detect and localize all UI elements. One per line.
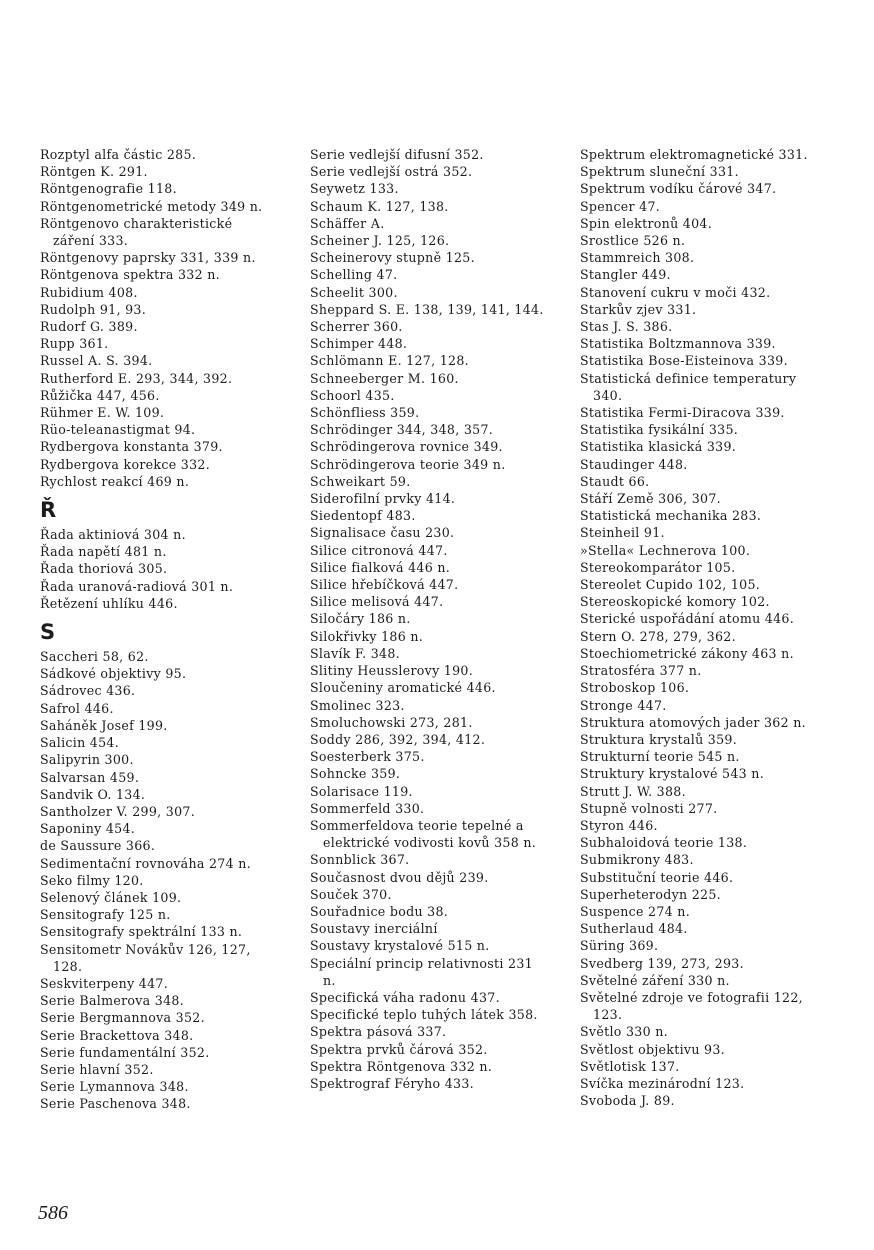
index-entry: Svíčka mezinárodní 123. xyxy=(580,1075,745,1091)
index-entry: Sommerfeldova teorie tepelné a elektrické vodivosti kovů 358 n. xyxy=(310,817,537,851)
index-entry: Růžička 447, 456. xyxy=(40,387,160,403)
index-entry: Serie vedlejší ostrá 352. xyxy=(310,164,473,180)
index-entry: Specifická váha radonu 437. xyxy=(310,989,500,1005)
index-entry: Řetězení uhlíku 446. xyxy=(40,595,178,611)
index-entry: Sohncke 359. xyxy=(310,766,401,782)
index-entry: Schäffer A. xyxy=(310,215,385,231)
index-entry: Stoechiometrické zákony 463 n. xyxy=(580,645,794,661)
section-letter: Ř xyxy=(40,498,57,523)
index-entry: Styron 446. xyxy=(580,817,658,833)
page-number: 586 xyxy=(38,1202,68,1224)
index-entry: Rudorf G. 389. xyxy=(40,319,138,335)
index-entry: Rutherford E. 293, 344, 392. xyxy=(40,370,233,386)
index-entry: Sommerfeld 330. xyxy=(310,800,425,816)
index-entry: Silice citronová 447. xyxy=(310,542,448,558)
index-entry: Stupně volnosti 277. xyxy=(580,800,718,816)
index-entry: Stereoskopické komory 102. xyxy=(580,594,770,610)
index-entry: Struktury krystalové 543 n. xyxy=(580,766,764,782)
index-entry: Světelné záření 330 n. xyxy=(580,972,730,988)
index-entry: Stereokomparátor 105. xyxy=(580,559,736,575)
index-entry: Silice melisová 447. xyxy=(310,594,444,610)
index-entry: Schrödingerova rovnice 349. xyxy=(310,439,503,455)
index-entry: Statistická mechanika 283. xyxy=(580,508,762,524)
index-entry: Schönfliess 359. xyxy=(310,405,420,421)
index-entry: Saccheri 58, 62. xyxy=(40,649,149,665)
index-entry: Schrödinger 344, 348, 357. xyxy=(310,422,494,438)
index-entry: Rydbergova konstanta 379. xyxy=(40,439,223,455)
index-entry: Stroboskop 106. xyxy=(580,680,690,696)
index-entry: Světlotisk 137. xyxy=(580,1058,680,1074)
index-entry: Serie fundamentální 352. xyxy=(40,1044,210,1060)
index-entry: Serie Lymannova 348. xyxy=(40,1079,189,1095)
index-entry: Smolinec 323. xyxy=(310,697,405,713)
index-entry: Röntgenova spektra 332 n. xyxy=(40,267,220,283)
index-entry: Substituční teorie 446. xyxy=(580,869,734,885)
index-entry: Současnost dvou dějů 239. xyxy=(310,869,489,885)
index-entry: Röntgenovy paprsky 331, 339 n. xyxy=(40,250,256,266)
index-entry: Struktura krystalů 359. xyxy=(580,731,738,747)
index-entry: Serie Brackettova 348. xyxy=(40,1027,194,1043)
index-entry: Schweikart 59. xyxy=(310,473,411,489)
index-entry: Spektrograf Féryho 433. xyxy=(310,1075,474,1091)
index-entry: Spektra pásová 337. xyxy=(310,1024,447,1040)
index-entry: Řada thoriová 305. xyxy=(40,561,168,577)
index-entry: Rubidium 408. xyxy=(40,284,138,300)
index-entry: Steinheil 91. xyxy=(580,525,665,541)
index-entry: Sloučeniny aromatické 446. xyxy=(310,680,496,696)
index-entry: Statistika Fermi-Diracova 339. xyxy=(580,405,785,421)
index-entry: Schelling 47. xyxy=(310,267,398,283)
index-entry: Röntgenovo charakteristické záření 333. xyxy=(40,215,233,249)
index-entry: Serie hlavní 352. xyxy=(40,1061,154,1077)
index-entry: Silice fialková 446 n. xyxy=(310,559,451,575)
index-entry: Röntgenografie 118. xyxy=(40,181,177,197)
index-entry: Smoluchowski 273, 281. xyxy=(310,714,473,730)
index-entry: Siderofilní prvky 414. xyxy=(310,491,456,507)
index-entry: Sádrovec 436. xyxy=(40,683,136,699)
index-entry: Sádkové objektivy 95. xyxy=(40,666,187,682)
index-entry: Stangler 449. xyxy=(580,267,671,283)
index-entry: Salvarsan 459. xyxy=(40,769,140,785)
index-entry: Rozptyl alfa částic 285. xyxy=(40,147,197,162)
index-column-2 xyxy=(310,146,545,1092)
index-entry: Stronge 447. xyxy=(580,697,667,713)
index-entry: Salipyrin 300. xyxy=(40,752,134,768)
index-entry: Sensitografy 125 n. xyxy=(40,907,171,923)
index-entry: Sterické uspořádání atomu 446. xyxy=(580,611,795,627)
index-entry: Röntgenometrické metody 349 n. xyxy=(40,198,263,214)
index-entry: Světlo 330 n. xyxy=(580,1024,668,1040)
index-entry: Sandvik O. 134. xyxy=(40,786,146,802)
index-entry: Slavík F. 348. xyxy=(310,645,400,661)
index-entry: Spektrum elektromagnetické 331. xyxy=(580,147,808,162)
index-entry: Scheiner J. 125, 126. xyxy=(310,233,450,249)
index-entry: Stáří Země 306, 307. xyxy=(580,491,721,507)
index-entry: Strukturní teorie 545 n. xyxy=(580,749,740,765)
index-entry: Statistická definice temperatury 340. xyxy=(580,370,797,403)
index-entry: Srostlice 526 n. xyxy=(580,233,686,249)
index-entry: Sensitometr Novákův 126, 127, 128. xyxy=(40,941,251,974)
index-entry: Signalisace času 230. xyxy=(310,525,455,541)
index-entry: Spencer 47. xyxy=(580,198,661,214)
index-entry: Siločáry 186 n. xyxy=(310,611,411,627)
index-entry: Stratosféra 377 n. xyxy=(580,663,702,679)
index-entry: Saponiny 454. xyxy=(40,821,136,837)
index-entry: Sensitografy spektrální 133 n. xyxy=(40,924,243,940)
index-entry: Superheterodyn 225. xyxy=(580,886,721,902)
index-column-1 xyxy=(40,146,275,1113)
index-entry: Salicin 454. xyxy=(40,735,120,751)
index-entry: Subhaloidová teorie 138. xyxy=(580,835,748,851)
index-entry: Světelné zdroje ve fotografii 122, 123. xyxy=(580,989,803,1023)
index-entry: Safrol 446. xyxy=(40,700,114,716)
index-entry: Seskviterpeny 447. xyxy=(40,975,169,991)
index-entry: Soustavy krystalové 515 n. xyxy=(310,938,490,954)
index-entry: Souček 370. xyxy=(310,886,392,902)
index-entry: Selenový článek 109. xyxy=(40,889,182,905)
index-entry: Scheelit 300. xyxy=(310,284,398,300)
index-entry: Rudolph 91, 93. xyxy=(40,301,147,317)
index-entry: de Saussure 366. xyxy=(40,838,156,854)
index-entry: Staudt 66. xyxy=(580,473,650,489)
section-letter: S xyxy=(40,620,56,645)
index-entry: Rupp 361. xyxy=(40,336,109,352)
index-entry: Seko filmy 120. xyxy=(40,872,144,888)
index-entry: Scheinerovy stupně 125. xyxy=(310,250,475,266)
index-entry: Řada napětí 481 n. xyxy=(40,544,167,560)
index-entry: Serie Paschenova 348. xyxy=(40,1096,191,1112)
index-entry: Speciální princip relativnosti 231 n. xyxy=(310,955,533,988)
index-entry: Rüo-teleanastigmat 94. xyxy=(40,422,196,438)
index-entry: Statistika fysikální 335. xyxy=(580,422,739,438)
index-entry: Siedentopf 483. xyxy=(310,508,416,524)
index-entry: Sonnblick 367. xyxy=(310,852,410,868)
index-entry: Sedimentační rovnováha 274 n. xyxy=(40,855,251,871)
index-entry: Statistika Bose-Eisteinova 339. xyxy=(580,353,788,369)
index-entry: Silice hřebíčková 447. xyxy=(310,577,459,593)
index-entry: Schlömann E. 127, 128. xyxy=(310,353,469,369)
index-entry: Stammreich 308. xyxy=(580,250,695,266)
index-entry: Spektra Röntgenova 332 n. xyxy=(310,1058,493,1074)
index-entry: Svoboda J. 89. xyxy=(580,1093,675,1109)
index-entry: Soddy 286, 392, 394, 412. xyxy=(310,731,486,747)
index-entry: Soesterberk 375. xyxy=(310,749,425,765)
index-entry: Řada uranová-radiová 301 n. xyxy=(40,578,234,594)
index-entry: Schimper 448. xyxy=(310,336,408,352)
index-entry: Schneeberger M. 160. xyxy=(310,370,459,386)
index-entry: »Stella« Lechnerova 100. xyxy=(580,542,751,558)
index-entry: Stern O. 278, 279, 362. xyxy=(580,628,736,644)
index-entry: Serie Balmerova 348. xyxy=(40,993,185,1009)
index-entry: Seywetz 133. xyxy=(310,181,399,197)
index-entry: Světlost objektivu 93. xyxy=(580,1041,725,1057)
index-entry: Suspence 274 n. xyxy=(580,903,690,919)
index-entry: Saháněk Josef 199. xyxy=(40,717,168,733)
index-entry: Stanovení cukru v moči 432. xyxy=(580,284,771,300)
index-entry: Stereolet Cupido 102, 105. xyxy=(580,577,761,593)
index-entry: Santholzer V. 299, 307. xyxy=(40,803,196,819)
index-entry: Süring 369. xyxy=(580,938,659,954)
index-entry: Solarisace 119. xyxy=(310,783,413,799)
index-entry: Spektrum sluneční 331. xyxy=(580,164,739,180)
index-entry: Rühmer E. W. 109. xyxy=(40,405,165,421)
index-entry: Scherrer 360. xyxy=(310,319,403,335)
index-entry: Spektra prvků čárová 352. xyxy=(310,1041,488,1057)
index-entry: Struktura atomových jader 362 n. xyxy=(580,714,806,730)
index-entry: Statistika Boltzmannova 339. xyxy=(580,336,776,352)
index-column-3 xyxy=(580,146,816,1109)
index-entry: Statistika klasická 339. xyxy=(580,439,737,455)
index-entry: Rychlost reakcí 469 n. xyxy=(40,473,190,489)
index-entry: Schoorl 435. xyxy=(310,387,395,403)
index-entry: Svedberg 139, 273, 293. xyxy=(580,955,744,971)
index-entry: Sutherlaud 484. xyxy=(580,921,688,937)
index-entry: Serie Bergmannova 352. xyxy=(40,1010,205,1026)
index-entry: Specifické teplo tuhých látek 358. xyxy=(310,1007,538,1023)
index-entry: Sheppard S. E. 138, 139, 141, 144. xyxy=(310,301,544,317)
index-entry: Spin elektronů 404. xyxy=(580,215,713,231)
index-entry: Slitiny Heusslerovy 190. xyxy=(310,663,474,679)
index-entry: Strutt J. W. 388. xyxy=(580,783,686,799)
index-entry: Souřadnice bodu 38. xyxy=(310,903,449,919)
index-entry: Stas J. S. 386. xyxy=(580,319,673,335)
index-entry: Spektrum vodíku čárové 347. xyxy=(580,181,777,197)
index-entry: Řada aktiniová 304 n. xyxy=(40,527,186,543)
index-entry: Soustavy inerciální xyxy=(310,921,438,937)
index-entry: Röntgen K. 291. xyxy=(40,164,148,180)
index-entry: Silokřivky 186 n. xyxy=(310,628,424,644)
index-entry: Starkův zjev 331. xyxy=(580,301,697,317)
index-entry: Rydbergova korekce 332. xyxy=(40,456,211,472)
index-entry: Serie vedlejší difusní 352. xyxy=(310,147,484,162)
index-entry: Russel A. S. 394. xyxy=(40,353,153,369)
index-entry: Schaum K. 127, 138. xyxy=(310,198,449,214)
index-entry: Staudinger 448. xyxy=(580,456,688,472)
index-entry: Schrödingerova teorie 349 n. xyxy=(310,456,506,472)
index-entry: Submikrony 483. xyxy=(580,852,694,868)
